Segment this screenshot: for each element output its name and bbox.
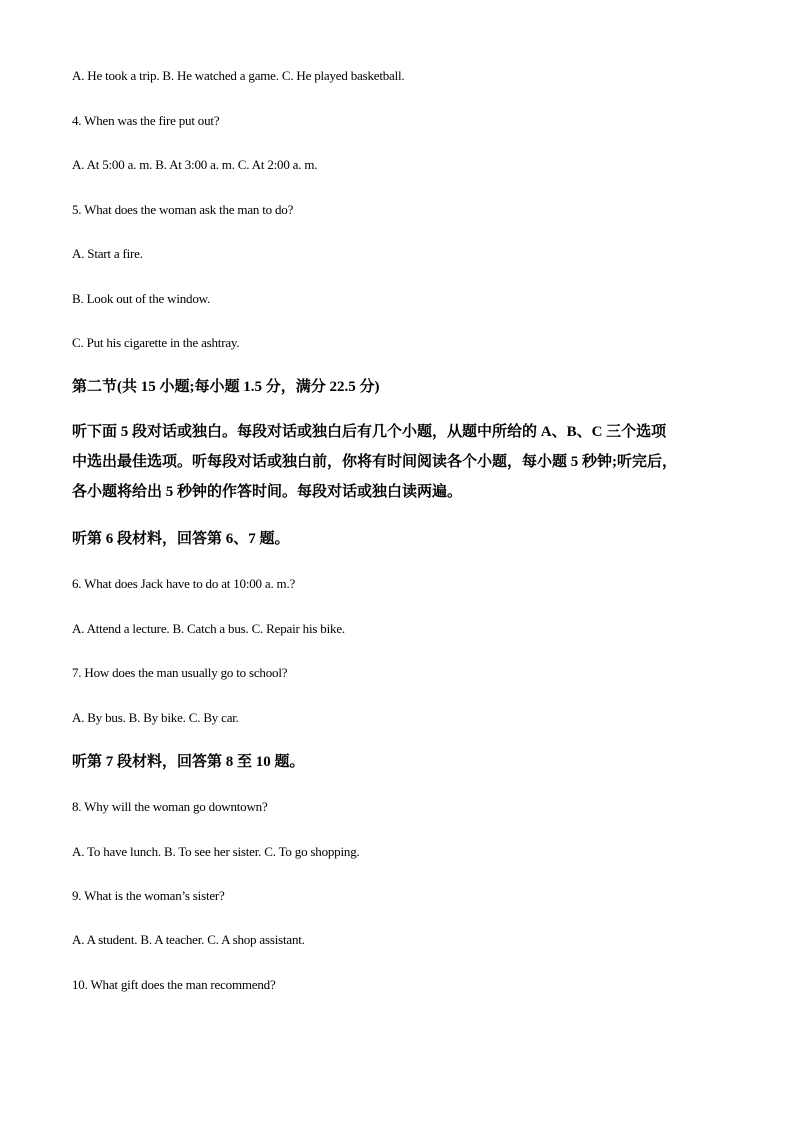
material6-heading: 听第 6 段材料，回答第 6、7 题。 (72, 531, 290, 547)
line-q5-option-b: B. Look out of the window. (72, 291, 211, 306)
line-q3-options: A. He took a trip. B. He watched a game. C. He played basketball. (72, 68, 405, 83)
instructions-paragraph (72, 417, 722, 507)
line-q6-options: A. Attend a lecture. B. Catch a bus. C. Repair his bike. (72, 621, 345, 636)
line-q8-options: A. To have lunch. B. To see her sister. C. To go shopping. (72, 844, 360, 859)
line-q5-option-c: C. Put his cigarette in the ashtray. (72, 335, 240, 350)
section2-heading: 第二节(共 15 小题;每小题 1.5 分，满分 22.5 分) (72, 379, 380, 395)
line-q5-question: 5. What does the woman ask the man to do? (72, 202, 294, 217)
line-q9-question: 9. What is the woman’s sister? (72, 888, 225, 903)
line-q4-options: A. At 5:00 a. m. B. At 3:00 a. m. C. At 2:00 a. m. (72, 157, 318, 172)
material7-heading: 听第 7 段材料，回答第 8 至 10 题。 (72, 754, 305, 770)
line-q6-question: 6. What does Jack have to do at 10:00 a. m.? (72, 576, 296, 591)
line-q5-option-a: A. Start a fire. (72, 246, 143, 261)
line-q8-question: 8. Why will the woman go downtown? (72, 799, 268, 814)
instructions-line-3: 各小题将给出 5 秒钟的作答时间。每段对话或独白读两遍。 (72, 484, 463, 500)
instructions-line-1: 听下面 5 段对话或独白。每段对话或独白后有几个小题，从题中所给的 A、B、C 三个选项 (72, 424, 667, 440)
instructions-line-2: 中选出最佳选项。听每段对话或独白前，你将有时间阅读各个小题，每小题 5 秒钟;听完后， (72, 454, 677, 470)
line-q9-options: A. A student. B. A teacher. C. A shop assistant. (72, 932, 305, 947)
line-q7-question: 7. How does the man usually go to school? (72, 665, 288, 680)
line-q10-question: 10. What gift does the man recommend? (72, 977, 276, 992)
line-q7-options: A. By bus. B. By bike. C. By car. (72, 710, 239, 725)
line-q4-question: 4. When was the fire put out? (72, 113, 220, 128)
